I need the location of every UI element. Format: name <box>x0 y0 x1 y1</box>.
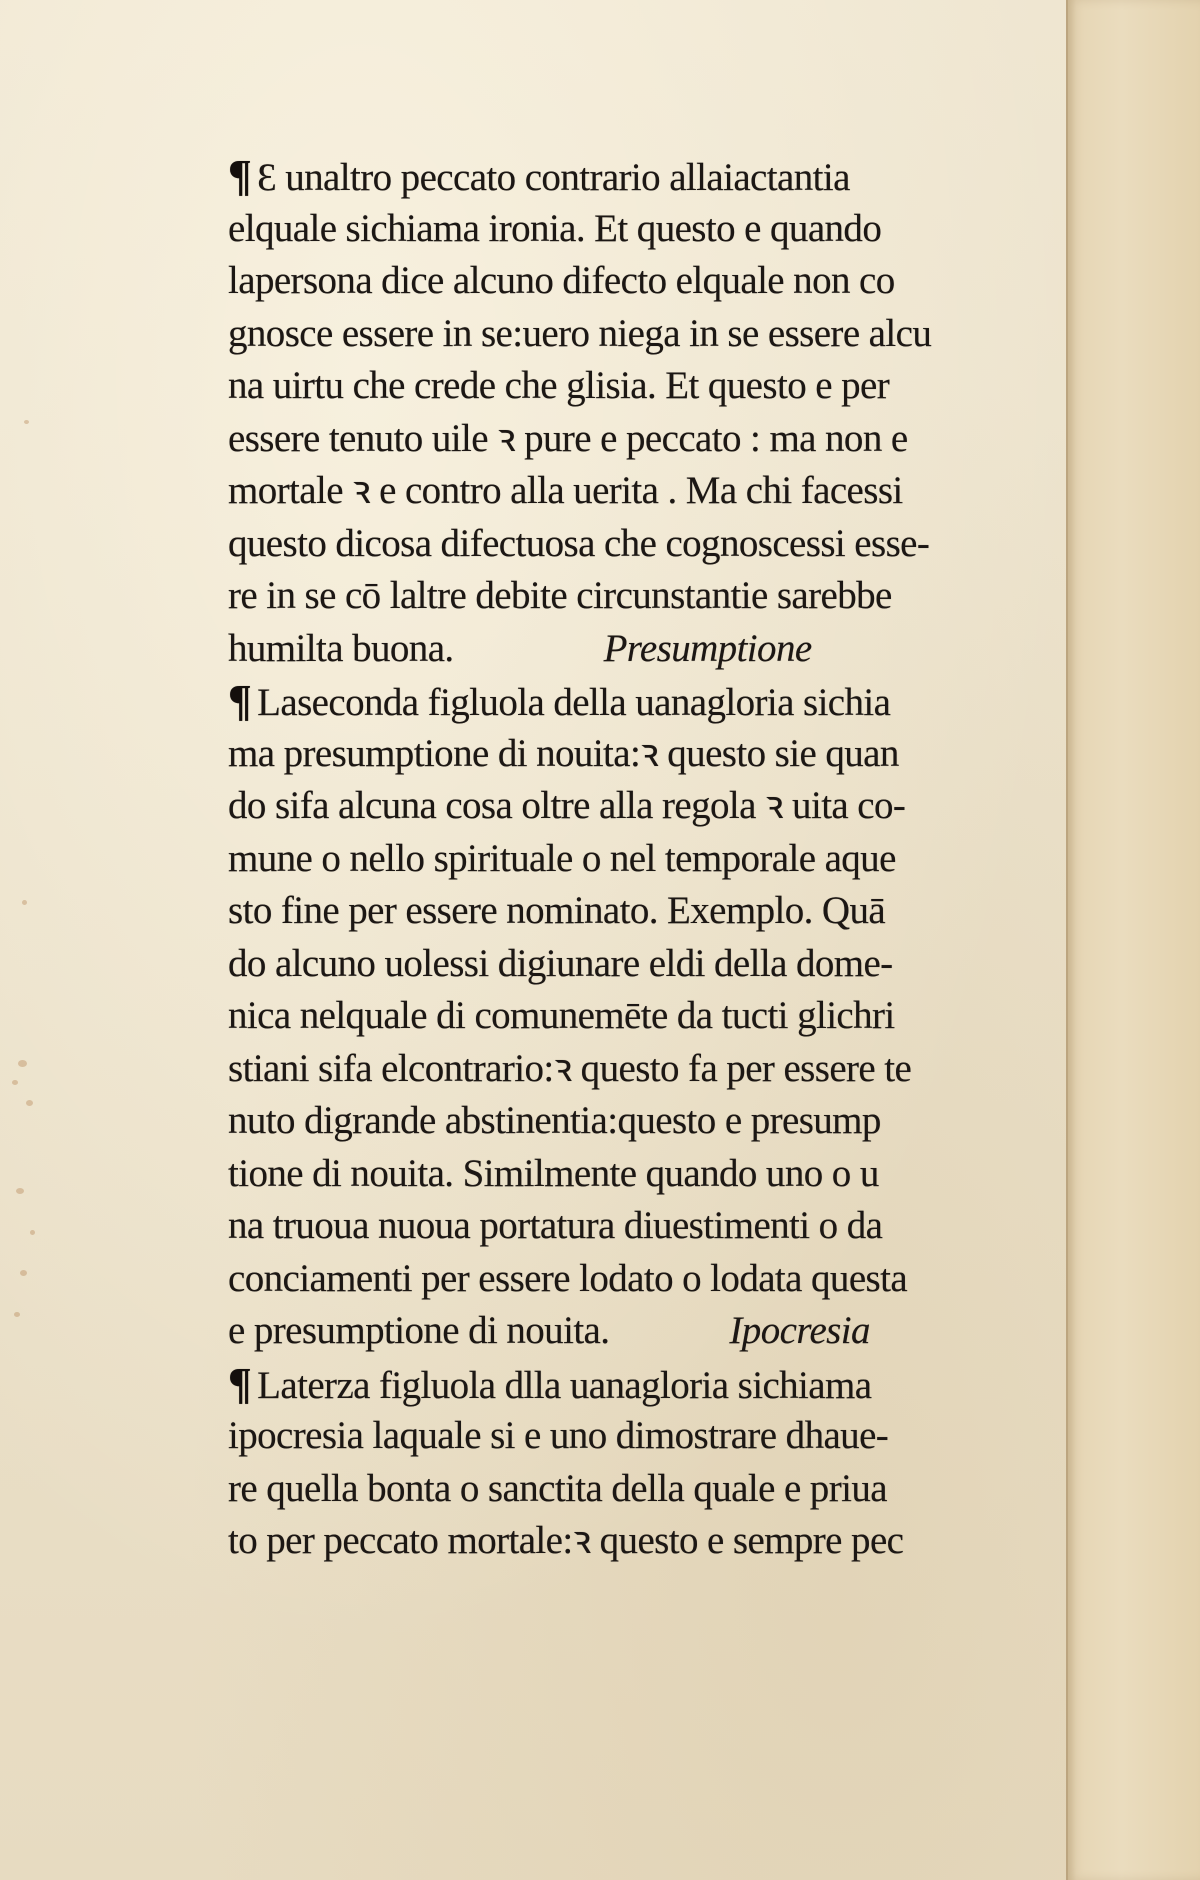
text-line <box>228 623 1058 676</box>
text-line: questo dicosa difectuosa che cognoscessi esse- <box>228 521 930 565</box>
foxing-spot <box>14 1312 20 1317</box>
text-line: to per peccato mortale:ꝛ questo e sempre pec <box>228 1519 904 1562</box>
text-line: ¶ Laterza figluola dlla uanagloria sichiama <box>228 1358 1058 1411</box>
text-line: re in se cō laltre debite circunstantie sarebbe <box>228 574 892 617</box>
text-fragment: e presumptione di nouita. <box>228 1309 610 1352</box>
section-heading: Ipocresia <box>729 1309 870 1352</box>
paragraph-mark-icon: ¶ <box>228 676 252 725</box>
foxing-spot <box>30 1230 35 1235</box>
text-line: lapersona dice alcuno difecto elquale non co <box>228 259 895 302</box>
text-line: gnosce essere in se:uero niega in se essere alcu <box>228 311 932 355</box>
section-heading: Presumptione <box>603 626 812 670</box>
text-block <box>228 150 1058 1568</box>
foxing-spot <box>12 1080 18 1085</box>
foxing-spot <box>24 420 29 424</box>
foxing-spot <box>26 1100 33 1106</box>
foxing-spot <box>16 1188 24 1194</box>
binding-edge <box>1066 0 1200 1880</box>
text-line: nica nelquale di comunemēte da tucti glichri <box>228 994 895 1037</box>
text-line: do sifa alcuna cosa oltre alla regola ꝛ uita co- <box>228 784 906 827</box>
text-line: mune o nello spirituale o nel temporale aque <box>228 836 896 880</box>
text-line: elquale sichiama ironia. Et questo e quando <box>228 206 882 250</box>
paragraph-mark-icon: ¶ <box>228 151 252 200</box>
text-line: essere tenuto uile ꝛ pure e peccato : ma non e <box>228 416 908 460</box>
text-line: stiani sifa elcontrario:ꝛ questo fa per essere te <box>228 1046 912 1090</box>
text-line: tione di nouita. Similmente quando uno o u <box>228 1151 879 1195</box>
text-line <box>228 1305 1058 1358</box>
text-line: ma presumptione di nouita:ꝛ questo sie quan <box>228 731 899 775</box>
text-line: sto fine per essere nominato. Exemplo. Quā <box>228 889 886 932</box>
text-line: na uirtu che crede che glisia. Et questo e per <box>228 364 890 407</box>
text-line: ipocresia laquale si e uno dimostrare dhaue- <box>228 1414 889 1457</box>
text-line: re quella bonta o sanctita della quale e priua <box>228 1466 887 1510</box>
paragraph-mark-icon: ¶ <box>228 1358 252 1408</box>
text-line: nuto digrande abstinentia:questo e presump <box>228 1099 881 1142</box>
text-line: na truoua nuoua portatura diuestimenti o da <box>228 1204 883 1247</box>
foxing-spot <box>20 1270 27 1276</box>
text-fragment: humilta buona. <box>228 626 454 670</box>
foxing-spot <box>18 1060 27 1067</box>
text-line: mortale ꝛ e contro alla uerita . Ma chi facessi <box>228 469 903 512</box>
text-line: ¶ Laseconda figluola della uanagloria sichia <box>228 675 1058 728</box>
text-line: do alcuno uolessi digiunare eldi della dome- <box>228 941 893 985</box>
foxing-spot <box>22 900 27 905</box>
text-line: ¶ Ɛ unaltro peccato contrario allaiactantia <box>228 150 1058 203</box>
text-line: conciamenti per essere lodato o lodata questa <box>228 1256 908 1300</box>
